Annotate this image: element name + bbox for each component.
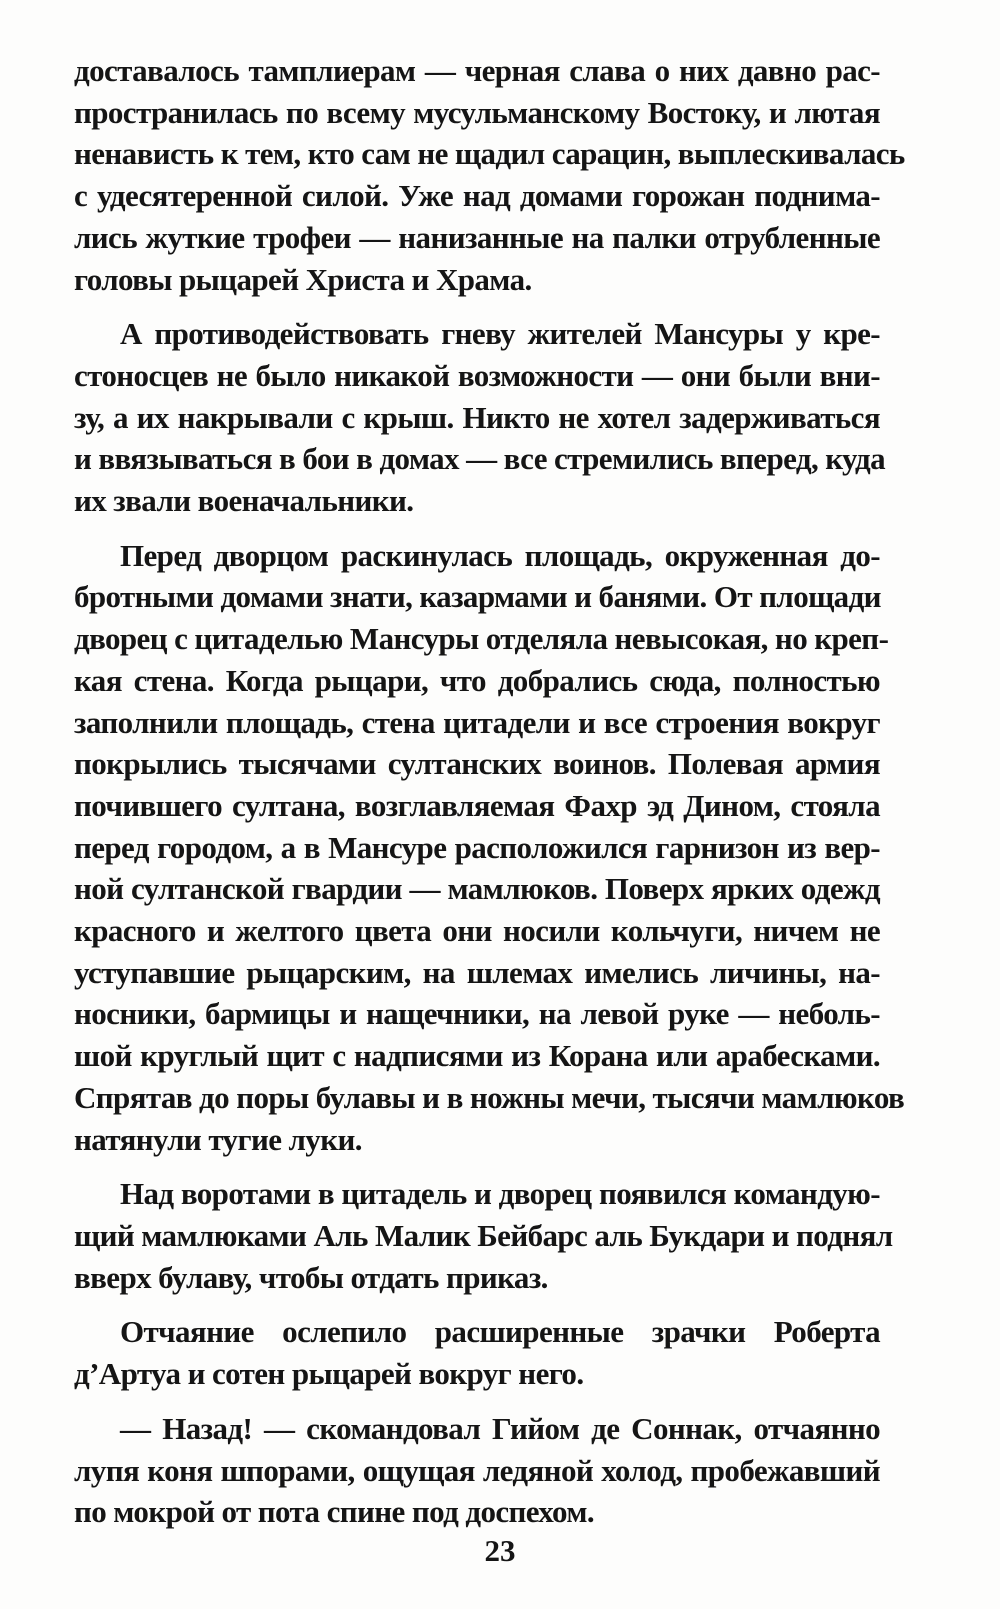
text-line: шой круглый щит с надписями из Корана или арабесками. (74, 1038, 880, 1074)
text-line: зу, а их накрывали с крыш. Никто не хотел задерживаться (74, 399, 880, 435)
text-line: и ввязываться в бои в домах — все стремились вперед, куда (74, 441, 885, 477)
text-line: лупя коня шпорами, ощущая ледяной холод, пробежавший (74, 1452, 880, 1488)
text-line: Отчаяние ослепило расширенные зрачки Роберта (120, 1314, 880, 1350)
text-line: уступавшие рыцарским, на шлемах имелись личины, на- (74, 954, 880, 990)
paragraph (74, 50, 905, 300)
text-line: Спрятав до поры булавы и в ножны мечи, тысячи мамлюков (74, 1079, 905, 1115)
paragraph (74, 1173, 893, 1298)
paragraph (74, 535, 905, 1161)
paragraph (74, 1408, 880, 1533)
text-line: — Назад! — скомандовал Гийом де Соннак, отчаянно (120, 1410, 880, 1446)
body-text (74, 50, 905, 1546)
text-line: кая стена. Когда рыцари, что добрались сюда, полностью (74, 662, 880, 698)
text-line: ной султанской гвардии — мамлюков. Поверх ярких одежд (74, 871, 880, 907)
text-line: бротными домами знати, казармами и банями. От площади (74, 579, 881, 615)
text-line: вверх булаву, чтобы отдать приказ. (74, 1259, 548, 1295)
text-line: носники, бармицы и нащечники, на левой руке — неболь- (74, 996, 880, 1032)
paragraph (74, 1311, 880, 1394)
text-line: дворец с цитаделью Мансуры отделяла невысокая, но креп- (74, 621, 889, 657)
text-line: их звали военачальники. (74, 483, 414, 519)
text-line: перед городом, а в Мансуре расположился гарнизон из вер- (74, 829, 880, 865)
text-line: д’Артуа и сотен рыцарей вокруг него. (74, 1356, 584, 1392)
page-number: 23 (484, 1533, 516, 1568)
text-line: красного и желтого цвета они носили кольчуги, ничем не (74, 913, 880, 949)
text-line: щий мамлюками Аль Малик Бейбарс аль Букдари и поднял (74, 1217, 893, 1253)
text-line: стоносцев не было никакой возможности — они были вни- (74, 357, 880, 393)
text-line: по мокрой от пота спине под доспехом. (74, 1494, 594, 1530)
text-line: натянули тугие луки. (74, 1121, 362, 1157)
text-line: покрылись тысячами султанских воинов. Полевая армия (74, 746, 880, 782)
text-line: головы рыцарей Христа и Храма. (74, 261, 532, 297)
text-line: доставалось тамплиерам — черная слава о них давно рас- (74, 53, 880, 88)
text-line: пространилась по всему мусульманскому Востоку, и лютая (74, 94, 880, 130)
text-line: заполнили площадь, стена цитадели и все строения вокруг (74, 704, 880, 740)
text-line: почившего султана, возглавляемая Фахр эд Дином, стояла (74, 787, 880, 823)
text-line: А противодействовать гневу жителей Мансуры у кре- (120, 316, 880, 352)
text-line: ненависть к тем, кто сам не щадил сарацин, выплескивалась (74, 136, 905, 172)
text-line: Перед дворцом раскинулась площадь, окруженная до- (120, 537, 880, 573)
text-line: с удесятеренной силой. Уже над домами горожан поднима- (74, 178, 880, 214)
paragraph (74, 313, 885, 522)
text-line: лись жуткие трофеи — нанизанные на палки отрубленные (74, 219, 880, 255)
text-line: Над воротами в цитадель и дворец появился командую- (120, 1176, 880, 1212)
